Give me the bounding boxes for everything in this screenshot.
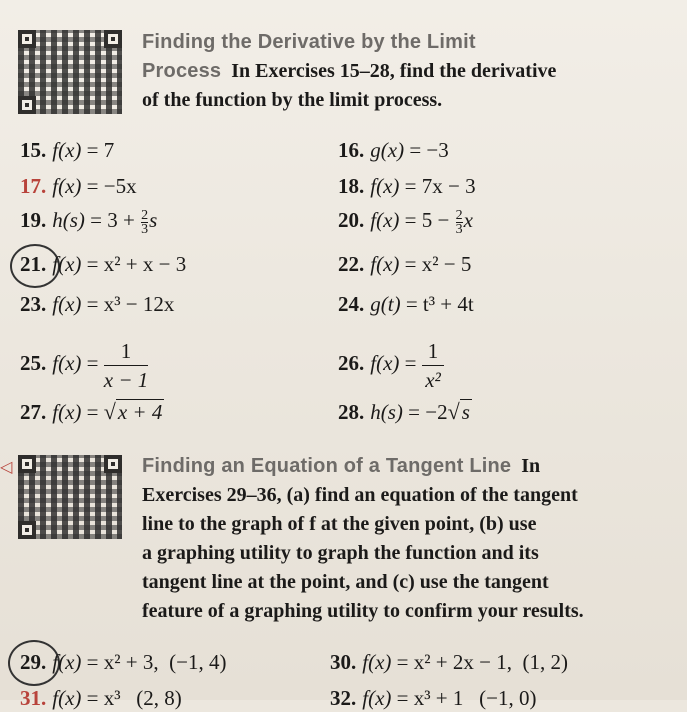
function-expression: = 7x − 3 [399, 174, 476, 198]
instruction-line: line to the graph of f at the given point, (b) use [142, 513, 537, 535]
exercise-30 [330, 648, 568, 676]
function-expression: = [81, 351, 104, 375]
given-point: (1, 2) [522, 650, 568, 674]
exercise-number: 15. [20, 138, 47, 162]
exercise-24 [338, 290, 474, 318]
function-name: f(x) [52, 400, 82, 424]
function-expression: = −3 [404, 138, 449, 162]
function-name: f(x) [370, 208, 400, 232]
function-expression: = 5 − [399, 208, 455, 232]
function-expression: = x² + x − 3 [81, 252, 187, 276]
exercise-31 [20, 684, 182, 712]
function-expression: = [81, 400, 104, 424]
given-point: (−1, 4) [169, 650, 227, 674]
exercise-19 [20, 206, 157, 236]
exercise-number: 28. [338, 400, 365, 424]
function-name: f(x) [52, 138, 82, 162]
function-expression: = x² + 2x − 1, [391, 650, 512, 674]
section-title: Finding an Equation of a Tangent Line [142, 455, 512, 477]
exercise-number: 22. [338, 252, 365, 276]
function-expression: = x² + 3, [81, 650, 159, 674]
function-name: f(x) [52, 174, 82, 198]
section-instructions: In [521, 455, 541, 477]
fraction-denominator: x − 1 [103, 367, 149, 392]
fraction [141, 209, 148, 236]
exercise-number: 17. [20, 174, 47, 198]
function-name: f(x) [370, 351, 400, 375]
section-instructions: In Exercises 15–28, find the derivative [231, 60, 557, 82]
function-name: f(x) [370, 174, 400, 198]
exercise-number: 31. [20, 686, 47, 710]
exercise-number: 16. [338, 138, 365, 162]
function-name: f(x) [362, 686, 392, 710]
fraction [422, 337, 445, 394]
qr-code-icon [18, 30, 122, 114]
function-expression: = −2 [402, 400, 448, 424]
function-name: f(x) [52, 252, 82, 276]
fraction-numerator: 2 [455, 207, 463, 223]
exercise-number: 21. [20, 252, 47, 276]
instruction-line: a graphing utility to graph the function and its [142, 542, 539, 564]
function-expression: = x² − 5 [399, 252, 472, 276]
exercise-number: 25. [20, 351, 47, 375]
exercise-15 [20, 136, 114, 164]
exercise-23 [20, 290, 174, 318]
exercise-25 [20, 334, 148, 394]
exercise-number: 19. [20, 208, 47, 232]
exercise-number: 23. [20, 292, 47, 316]
function-name: f(x) [362, 650, 392, 674]
section-heading-tangent-line [142, 452, 662, 626]
function-name: f(x) [52, 650, 82, 674]
exercise-number: 29. [20, 650, 47, 674]
given-point: (−1, 0) [479, 686, 537, 710]
exercise-27 [20, 398, 164, 426]
section-title: Finding the Derivative by the Limit [142, 31, 476, 53]
fraction [104, 337, 149, 394]
function-name: f(x) [52, 686, 82, 710]
radicand: x + 4 [117, 400, 163, 424]
fraction-numerator: 2 [141, 207, 149, 223]
exercise-number: 26. [338, 351, 365, 375]
function-expression: = 7 [81, 138, 115, 162]
radical-sign-icon: √ [447, 399, 460, 424]
function-name: f(x) [52, 292, 82, 316]
variable: x [463, 208, 473, 232]
fraction-denominator: 3 [455, 221, 463, 237]
qr-code-icon [18, 455, 122, 539]
exercise-number: 18. [338, 174, 365, 198]
function-name: g(t) [370, 292, 401, 316]
exercise-17 [20, 172, 137, 200]
exercise-16 [338, 136, 449, 164]
function-expression: = x³ + 1 [391, 686, 464, 710]
section-heading-limit-process [142, 28, 672, 115]
function-expression: = x³ [81, 686, 121, 710]
exercise-20 [338, 206, 473, 236]
instruction-line: feature of a graphing utility to confirm your results. [142, 600, 584, 622]
exercise-number: 32. [330, 686, 357, 710]
function-name: f(x) [370, 252, 400, 276]
function-name: g(x) [370, 138, 405, 162]
exercise-29 [20, 648, 226, 676]
variable: s [149, 208, 158, 232]
section-title-continued: Process [142, 60, 222, 82]
function-expression: = t³ + 4t [400, 292, 474, 316]
exercise-number: 24. [338, 292, 365, 316]
fraction-numerator: 1 [104, 337, 149, 366]
radicand: s [461, 400, 470, 424]
function-expression: = 3 + [84, 208, 141, 232]
function-name: f(x) [52, 351, 82, 375]
exercise-26 [338, 334, 444, 394]
section-instructions-continued: of the function by the limit process. [142, 89, 443, 111]
function-expression: = −5x [81, 174, 137, 198]
instruction-line: Exercises 29–36, (a) find an equation of the tangent [142, 484, 578, 506]
function-expression: = x³ − 12x [81, 292, 175, 316]
instruction-line: tangent line at the point, and (c) use the tangent [142, 571, 549, 593]
exercise-number: 27. [20, 400, 47, 424]
fraction-denominator: x² [425, 367, 441, 392]
function-name: h(s) [52, 208, 85, 232]
exercise-number: 20. [338, 208, 365, 232]
exercise-28 [338, 398, 472, 426]
function-name: h(s) [370, 400, 403, 424]
fraction-denominator: 3 [141, 221, 149, 237]
function-expression: = [399, 351, 422, 375]
exercise-18 [338, 172, 476, 200]
margin-marker-icon: ◁ [0, 457, 13, 476]
fraction-numerator: 1 [422, 337, 445, 366]
exercise-21 [20, 250, 186, 278]
exercise-number: 30. [330, 650, 357, 674]
exercise-22 [338, 250, 471, 278]
exercise-32 [330, 684, 536, 712]
fraction [456, 209, 463, 236]
given-point: (2, 8) [136, 686, 182, 710]
radical-sign-icon: √ [103, 399, 116, 424]
